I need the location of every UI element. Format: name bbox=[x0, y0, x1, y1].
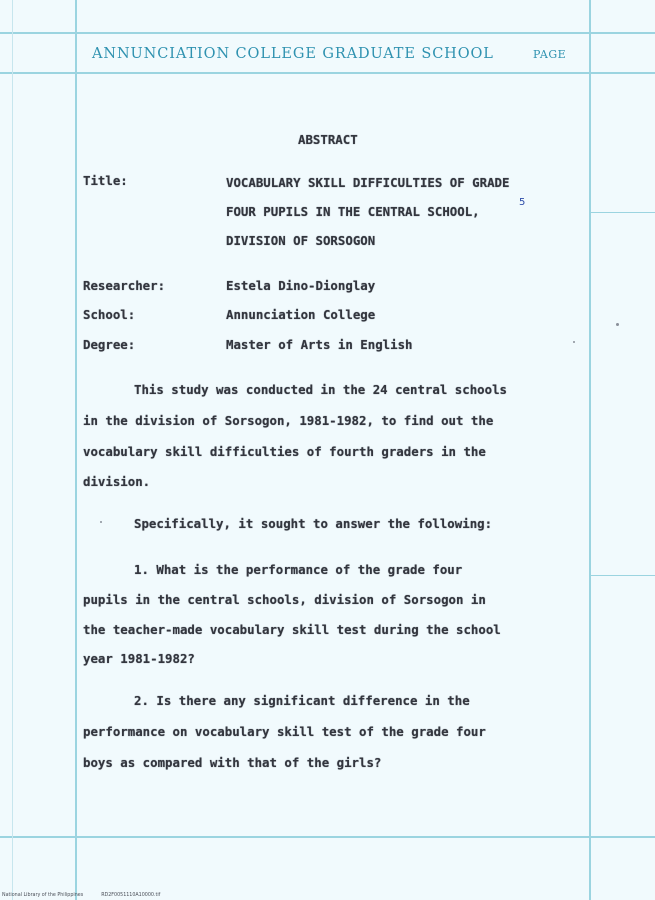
body-line: vocabulary skill difficulties of fourth graders in the bbox=[83, 444, 486, 459]
top-rule bbox=[0, 32, 655, 34]
body-line: the teacher-made vocabulary skill test during the school bbox=[83, 622, 501, 637]
institution-header: ANNUNCIATION COLLEGE GRADUATE SCHOOL bbox=[92, 46, 494, 62]
title-label: Title: bbox=[83, 173, 128, 188]
body-line: 1. What is the performance of the grade four bbox=[134, 562, 463, 577]
title-line-2: FOUR PUPILS IN THE CENTRAL SCHOOL, bbox=[226, 204, 480, 219]
title-line-3: DIVISION OF SORSOGON bbox=[226, 233, 376, 248]
researcher-label: Researcher: bbox=[83, 278, 166, 293]
paper-speck bbox=[573, 341, 575, 343]
left-edge-rule bbox=[12, 0, 13, 900]
school-value: Annunciation College bbox=[226, 307, 376, 322]
researcher-value: Estela Dino-Dionglay bbox=[226, 278, 376, 293]
body-line: year 1981-1982? bbox=[83, 651, 195, 666]
paper-speck bbox=[100, 521, 102, 523]
body-line: 2. Is there any significant difference in the bbox=[134, 693, 470, 708]
degree-label: Degree: bbox=[83, 337, 136, 352]
right-tick-2 bbox=[589, 575, 655, 576]
degree-value: Master of Arts in English bbox=[226, 337, 413, 352]
body-line: pupils in the central schools, division of Sorsogon in bbox=[83, 592, 486, 607]
title-annotation: 5 bbox=[519, 197, 526, 208]
scan-footer bbox=[2, 893, 160, 898]
body-line: Specifically, it sought to answer the following: bbox=[134, 516, 493, 531]
title-line-1: VOCABULARY SKILL DIFFICULTIES OF GRADE bbox=[226, 175, 510, 190]
header-rule bbox=[0, 72, 655, 74]
footer-library: National Library of the Philippines bbox=[2, 893, 84, 898]
body-line: division. bbox=[83, 474, 151, 489]
body-line: performance on vocabulary skill test of the grade four bbox=[83, 724, 486, 739]
school-label: School: bbox=[83, 307, 136, 322]
body-line: This study was conducted in the 24 central schools bbox=[134, 382, 507, 397]
page-label: PAGE bbox=[533, 48, 567, 61]
footer-filename: RD2F0051110A10000.tif bbox=[101, 893, 161, 898]
right-tick-1 bbox=[589, 212, 655, 213]
body-line: boys as compared with that of the girls? bbox=[83, 755, 382, 770]
right-margin-rule bbox=[589, 0, 591, 900]
body-line: in the division of Sorsogon, 1981-1982, to find out the bbox=[83, 413, 494, 428]
lower-rule bbox=[0, 836, 655, 838]
paper-speck bbox=[616, 323, 619, 326]
left-margin-rule bbox=[75, 0, 77, 900]
abstract-heading: ABSTRACT bbox=[298, 132, 358, 147]
